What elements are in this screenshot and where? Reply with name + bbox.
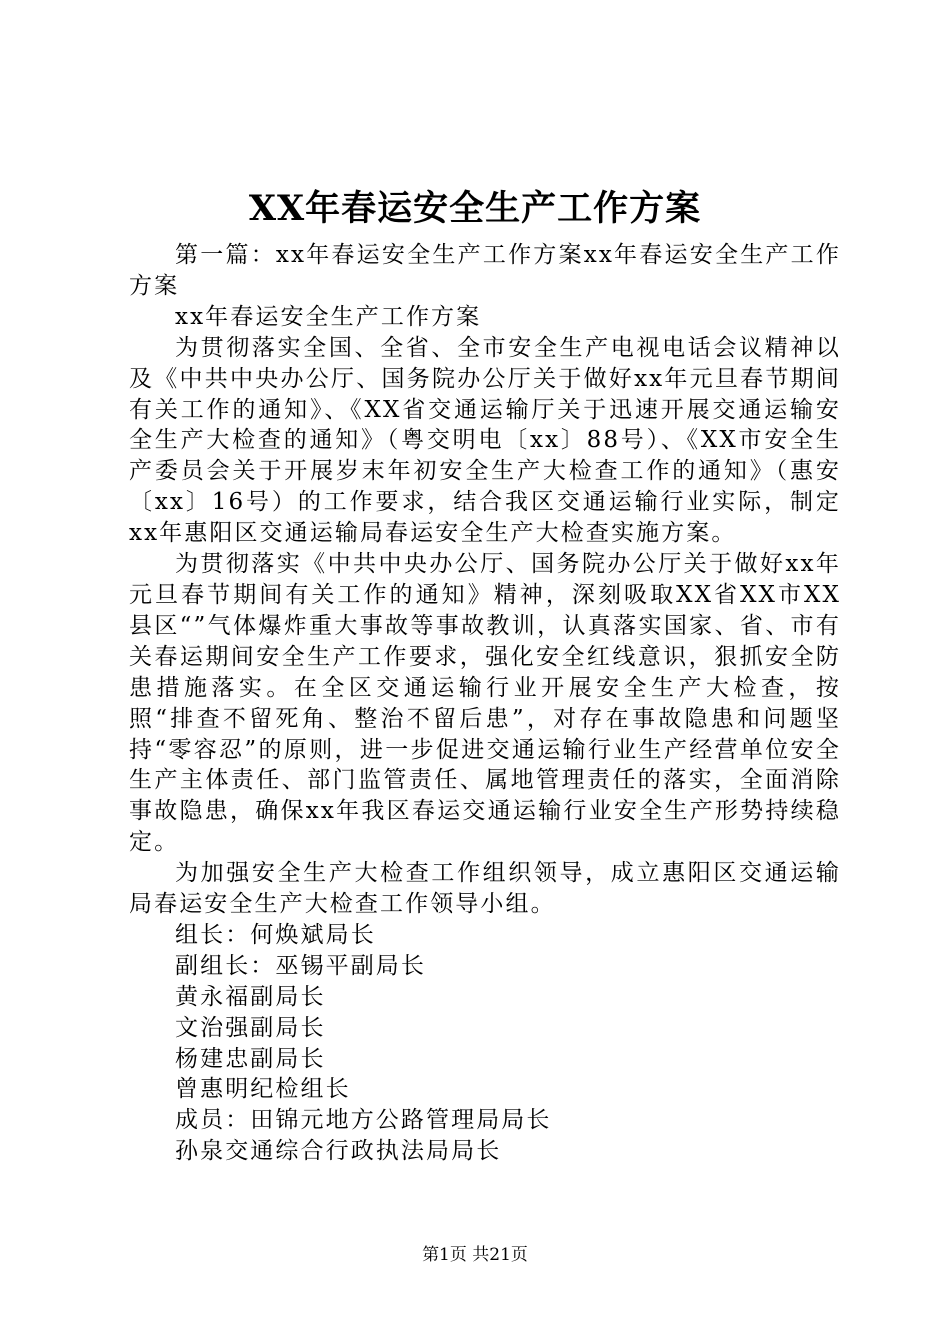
document-body (129, 240, 841, 1167)
paragraph-subtitle: xx年春运安全生产工作方案 (175, 303, 482, 330)
list-item-member-1: 成员：田锦元地方公路管理局局长 (175, 1107, 552, 1134)
list-item-deputy-4: 杨建忠副局长 (175, 1045, 326, 1072)
list-item-group-leader: 组长：何焕斌局长 (175, 921, 376, 948)
paragraph-leadership-group: 为加强安全生产大检查工作组织领导，成立惠阳区交通运输局春运安全生产大检查工作领导小组。 (129, 860, 841, 918)
paragraph-goals: 为贯彻落实《中共中央办公厅、国务院办公厅关于做好xx年元旦春节期间有关工作的通知》精神，深刻吸取XX省XX市XX县区“”气体爆炸重大事故等事故教训，认真落实国家、省、市有关春运期间安全生产工作要求，强化安全红线意识，狠抓安全防患措施落实。在全区交通运输行业开展安全生产大检查，按照“排查不留死角、整治不留后患”，对存在事故隐患和问题坚持“零容忍”的原则，进一步促进交通运输行业生产经营单位安全生产主体责任、部门监管责任、属地管理责任的落实，全面消除事故隐患，确保xx年我区春运交通运输行业安全生产形势持续稳定。 (129, 551, 841, 856)
paragraph-purpose: 为贯彻落实全国、全省、全市安全生产电视电话会议精神以及《中共中央办公厅、国务院办公厅关于做好xx年元旦春节期间有关工作的通知》、《XX省交通运输厅关于迅速开展交通运输安全生产大检查的通知》（粤交明电〔xx〕88号）、《XX市安全生产委员会关于开展岁末年初安全生产大检查工作的通知》（惠安〔xx〕16号）的工作要求，结合我区交通运输行业实际，制定xx年惠阳区交通运输局春运安全生产大检查实施方案。 (129, 334, 841, 547)
list-item-member-2: 孙泉交通综合行政执法局局长 (175, 1138, 502, 1165)
document-title: XX年春运安全生产工作方案 (248, 188, 702, 229)
list-item-deputy-2: 黄永福副局长 (175, 983, 326, 1010)
list-item-deputy-leader: 副组长：巫锡平副局长 (175, 952, 426, 979)
list-item-discipline-leader: 曾惠明纪检组长 (175, 1076, 351, 1103)
list-item-deputy-3: 文治强副局长 (175, 1014, 326, 1041)
page-number-footer: 第1页 共21页 (422, 1245, 528, 1265)
paragraph-first-heading: 第一篇：xx年春运安全生产工作方案xx年春运安全生产工作方案 (129, 242, 841, 299)
